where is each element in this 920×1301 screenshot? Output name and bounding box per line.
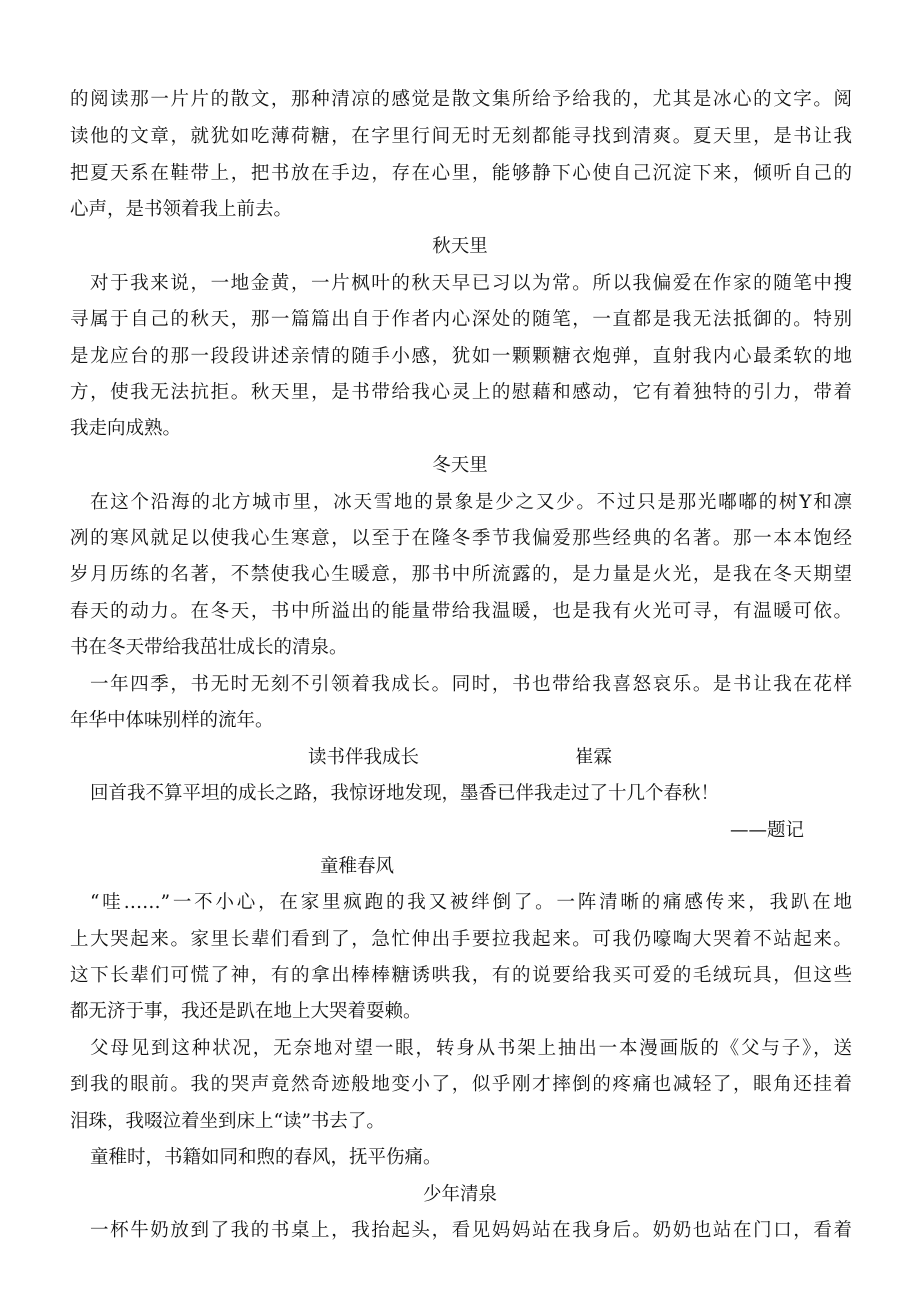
paragraph-line: 方，使我无法抗拒。秋天里，是书带给我心灵上的慰藉和感动，它有着独特的引力，带着	[70, 382, 852, 403]
paragraph-line: 父母见到这种状况，无奈地对望一眼，转身从书架上抽出一本漫画版的《父与子》，送	[90, 1038, 852, 1059]
paragraph-line: 我走向成熟。	[70, 418, 182, 439]
paragraph-line: 泪珠，我啜泣着坐到床上“读”书去了。	[70, 1111, 385, 1132]
section-heading-winter: 冬天里	[432, 455, 488, 476]
section-heading-childhood: 童稚春风	[320, 856, 395, 877]
epigraph: 回首我不算平坦的成长之路，我惊讶地发现，墨香已伴我走过了十几个春秋！	[90, 783, 720, 804]
paragraph-line: 冽的寒风就足以使我心生寒意，以至于在隆冬季节我偏爱那些经典的名著。那一本本饱经	[70, 528, 852, 549]
paragraph-line: 年华中体味别样的流年。	[70, 710, 274, 731]
paragraph-line: 寻属于自己的秋天，那一篇篇出自于作者内心深处的随笔，一直都是我无法抵御的。特别	[70, 309, 852, 330]
paragraph-line: 是龙应台的那一段段讲述亲情的随手小感，犹如一颗颗糖衣炮弹，直射我内心最柔软的地	[70, 346, 852, 367]
paragraph-line: 童稚时，书籍如同和煦的春风，抚平伤痛。	[90, 1147, 442, 1168]
paragraph-line: 到我的眼前。我的哭声竟然奇迹般地变小了，似乎刚才摔倒的疼痛也减轻了，眼角还挂着	[70, 1074, 852, 1095]
paragraph-line: 春天的动力。在冬天，书中所溢出的能量带给我温暖，也是我有火光可寻，有温暖可依。	[70, 601, 852, 622]
paragraph-line: “哇……”一不小心，在家里疯跑的我又被绊倒了。一阵清晰的痛感传来，我趴在地	[90, 892, 852, 913]
paragraph-line: 读他的文章，就犹如吃薄荷糖，在字里行间无时无刻都能寻找到清爽。夏天里，是书让我	[70, 126, 852, 147]
section-heading-youth: 少年清泉	[422, 1184, 497, 1205]
paragraph-line: 都无济于事，我还是趴在地上大哭着耍赖。	[70, 1001, 422, 1022]
paragraph-line: 的阅读那一片片的散文，那种清凉的感觉是散文集所给予给我的，尤其是冰心的文字。阅	[70, 89, 852, 110]
paragraph-line: 心声，是书领着我上前去。	[70, 199, 293, 220]
paragraph-line: 岁月历练的名著，不禁使我心生暖意，那书中所流露的，是力量是火光，是我在冬天期望	[70, 564, 852, 585]
paragraph-line: 在这个沿海的北方城市里，冰天雪地的景象是少之又少。不过只是那光嘟嘟的树Y和凛	[90, 492, 852, 513]
essay-title: 读书伴我成长	[308, 747, 420, 768]
paragraph-line: 对于我来说，一地金黄，一片枫叶的秋天早已习以为常。所以我偏爱在作家的随笔中搜	[90, 273, 852, 294]
paragraph-line: 一杯牛奶放到了我的书桌上，我抬起头，看见妈妈站在我身后。奶奶也站在门口，看着	[90, 1220, 852, 1241]
paragraph-line: 上大哭起来。家里长辈们看到了，急忙伸出手要拉我起来。可我仍嚎啕大哭着不站起来。	[70, 929, 852, 950]
section-heading-autumn: 秋天里	[432, 236, 488, 257]
paragraph-line: 一年四季，书无时无刻不引领着我成长。同时，书也带给我喜怒哀乐。是书让我在花样	[90, 674, 852, 695]
paragraph-line: 这下长辈们可慌了神，有的拿出棒棒糖诱哄我，有的说要给我买可爱的毛绒玩具，但这些	[70, 965, 852, 986]
paragraph-line: 书在冬天带给我茁壮成长的清泉。	[70, 637, 348, 658]
epigraph-tag: ——题记	[730, 820, 805, 841]
essay-author: 崔霖	[575, 747, 613, 768]
paragraph-line: 把夏天系在鞋带上，把书放在手边，存在心里，能够静下心使自己沉淀下来，倾听自己的	[70, 163, 852, 184]
